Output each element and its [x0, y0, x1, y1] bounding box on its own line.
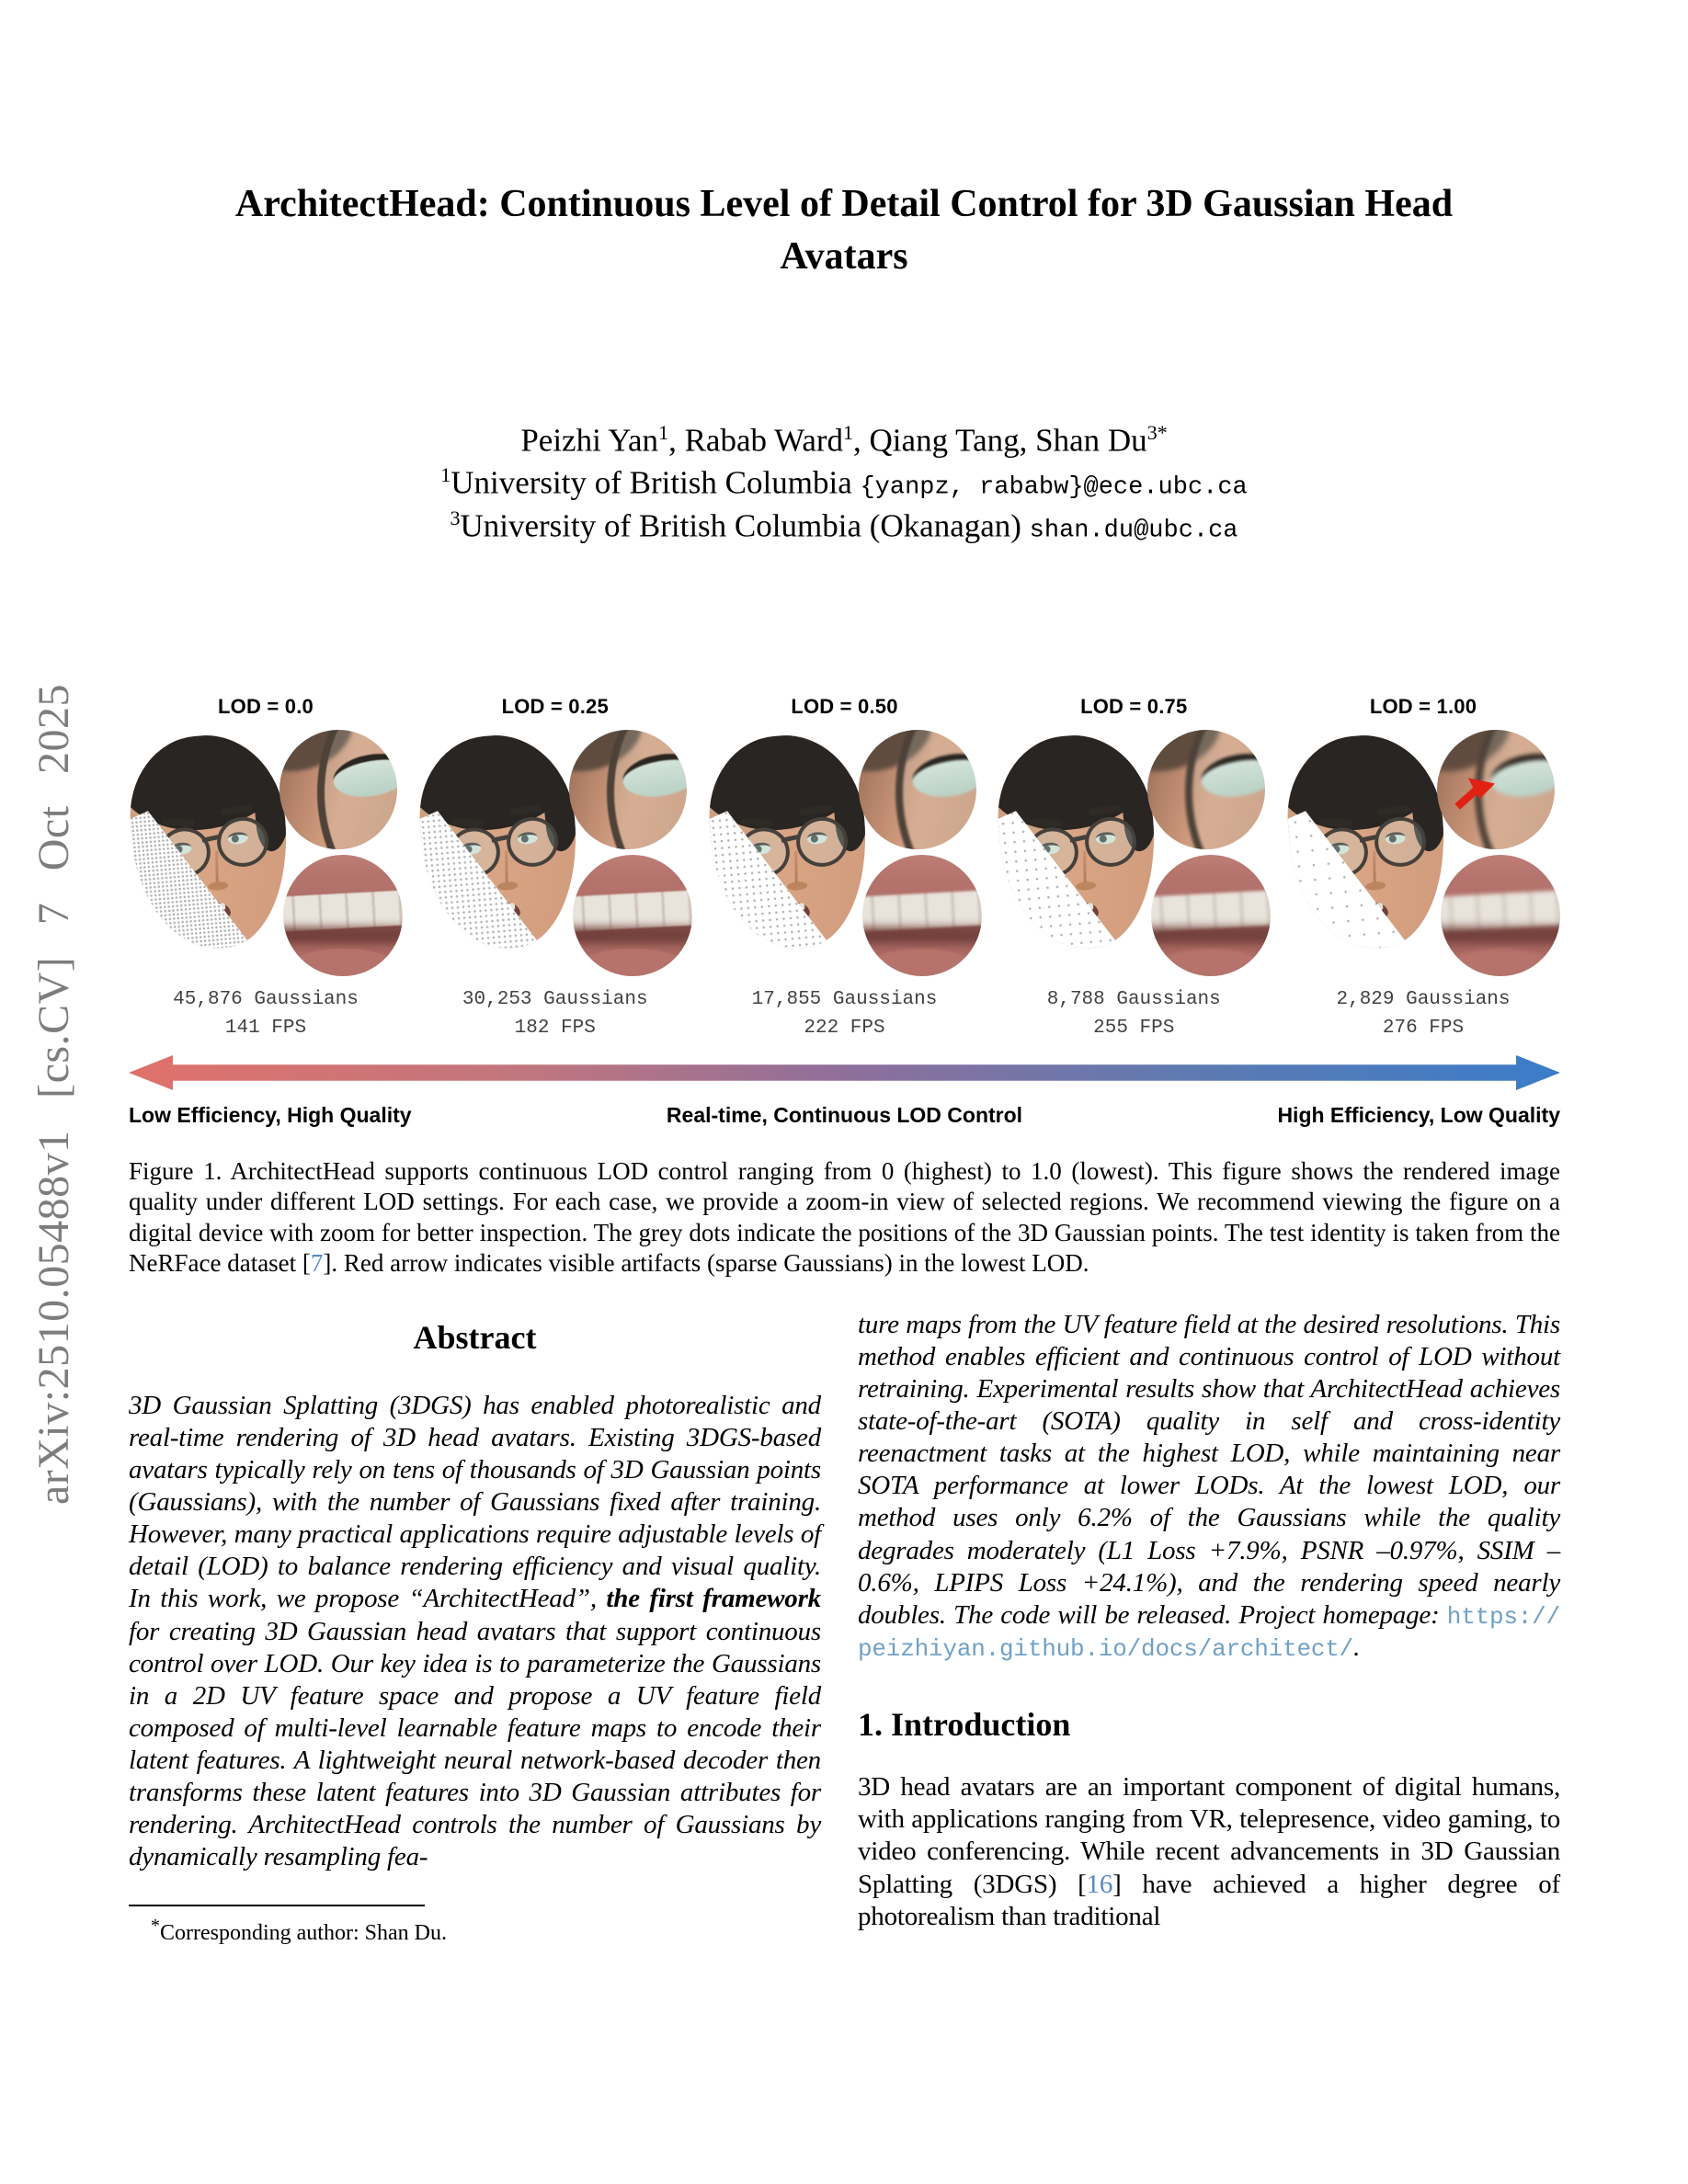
- axis-label-right: High Efficiency, Low Quality: [1277, 1103, 1560, 1127]
- author-name: , Rabab Ward: [668, 422, 844, 459]
- author-affil-mark: 3*: [1146, 421, 1168, 444]
- author-names: [0, 421, 1688, 460]
- abstract-paragraph: .: [1353, 1632, 1361, 1663]
- author-name: Peizhi Yan: [520, 422, 659, 459]
- zoom-mouth-gap: [1151, 927, 1271, 944]
- author-affil-mark: 1: [843, 421, 854, 444]
- nose: [1373, 850, 1376, 883]
- avatar-graphic: [1286, 730, 1560, 976]
- avatar-head: [991, 729, 1164, 955]
- affil-email: {yanpz, rababw}@ece.ubc.ca: [860, 473, 1248, 502]
- avatar-graphic: [997, 730, 1271, 976]
- gaussian-count: 45,876 Gaussians: [173, 989, 359, 1010]
- eye-zoom-circle: [569, 730, 687, 849]
- introduction-text: [858, 1771, 1560, 1934]
- figure-group: [129, 695, 403, 1039]
- paper-title: [0, 178, 1688, 282]
- axis-label-left: Low Efficiency, High Quality: [129, 1103, 412, 1127]
- avatar-graphic: [129, 730, 403, 976]
- lod-gradient-arrow: [129, 1055, 1560, 1090]
- project-homepage-link[interactable]: https://peizhiyan.github.io/docs/architect/: [858, 1602, 1560, 1664]
- author-block: [0, 421, 1688, 547]
- nose-shadow: [786, 881, 807, 891]
- arxiv-sidebar: [6, 515, 103, 1673]
- zoom-mouth-gap: [573, 927, 692, 944]
- zoom-lower-lip: [1152, 949, 1271, 976]
- left-eyebrow: [1030, 818, 1063, 826]
- avatar-head: [702, 729, 875, 955]
- affiliation-1: [0, 463, 1688, 504]
- gaussian-count: 8,788 Gaussians: [1046, 989, 1221, 1010]
- gaussian-count: 30,253 Gaussians: [462, 989, 648, 1010]
- affil-name: University of British Columbia: [451, 464, 861, 501]
- eye-zoom-content: [569, 730, 687, 849]
- author-affil-mark: 1: [658, 421, 669, 444]
- avatar-graphic: [708, 730, 982, 976]
- left-eyebrow: [162, 818, 195, 826]
- left-eyebrow: [740, 818, 773, 826]
- author-name: , Qiang Tang, Shan Du: [853, 422, 1147, 459]
- eye-zoom-circle: [859, 730, 976, 849]
- left-eyebrow: [1319, 818, 1352, 826]
- footnote-rule: [129, 1905, 425, 1906]
- abstract-heading: Abstract: [413, 1319, 537, 1356]
- left-eyebrow: [451, 818, 485, 826]
- avatar-head: [413, 729, 586, 955]
- zoom-lower-lip: [284, 949, 403, 976]
- introduction-heading: 1. Introduction: [858, 1705, 1071, 1743]
- figure-group: [418, 695, 692, 1039]
- mouth-zoom-content: [1441, 855, 1560, 976]
- footnote-marker: *: [151, 1916, 160, 1937]
- eye-zoom-circle: [1437, 730, 1555, 849]
- title-line-2: Avatars: [780, 234, 908, 278]
- zoom-teeth: [1151, 890, 1271, 933]
- zoom-teeth: [573, 890, 692, 933]
- eye-zoom-content: [1147, 730, 1265, 849]
- footnote: [129, 1905, 821, 1946]
- mouth-zoom-content: [1151, 855, 1271, 976]
- mouth-zoom-circle: [573, 855, 692, 976]
- figure-groups-row: [129, 695, 1560, 1039]
- lod-axis-labels: [129, 1103, 1560, 1128]
- nose-shadow: [497, 881, 519, 891]
- zoom-teeth: [1441, 890, 1560, 933]
- fps-value: 141 FPS: [224, 1018, 307, 1039]
- zoom-lower-lip: [574, 949, 692, 976]
- mouth-zoom-content: [283, 855, 403, 976]
- figure-1: [129, 695, 1560, 1128]
- mouth-zoom-circle: [862, 855, 982, 976]
- title-line-1: ArchitectHead: Continuous Level of Detail Control for 3D Gaussian Head: [234, 183, 1454, 225]
- zoom-teeth: [862, 890, 982, 933]
- avatar-head: [123, 729, 296, 955]
- affil-mark: 1: [440, 462, 451, 486]
- caption-text: Figure 1. ArchitectHead supports continuous LOD control ranging from 0 (highest) to 1.0 (lowest). This figure shows the rendered image quality under different LOD settings. For each case, we provide a zoom-in view of selected regions. We recommend viewing the figure on a digital device with zoom for better inspection. The grey dots indicate the positions of the 3D Gaussian points. The test identity is taken from the NeRFace dataset [: [129, 1157, 1560, 1278]
- lod-label: LOD = 0.0: [218, 695, 314, 718]
- mouth-zoom-content: [573, 855, 692, 976]
- introduction-paragraph: 3D head avatars are an important component of digital humans, with applications ranging from VR, telepresence, video gaming, to video conferencing. While recent advancements in 3D Gaussian Splatting (3DGS) [: [858, 1771, 1560, 1899]
- abstract-continued: [858, 1309, 1560, 1665]
- caption-text: ]. Red arrow indicates visible artifacts (sparse Gaussians) in the lowest LOD.: [323, 1249, 1089, 1278]
- nose-shadow: [1076, 881, 1097, 891]
- abstract-text: [129, 1390, 821, 1873]
- mouth-zoom-content: [862, 855, 982, 976]
- fps-value: 255 FPS: [1093, 1018, 1175, 1039]
- mouth-zoom-circle: [1441, 855, 1560, 976]
- fps-value: 222 FPS: [804, 1018, 885, 1039]
- avatar-graphic: [418, 730, 692, 976]
- affil-email: shan.du@ubc.ca: [1029, 518, 1238, 546]
- axis-label-center: Real-time, Continuous LOD Control: [666, 1103, 1023, 1127]
- avatar-head: [1281, 729, 1454, 955]
- affil-mark: 3: [450, 506, 461, 530]
- introduction-paragraph: ] have achieved a higher degree of photorealism than traditional: [858, 1869, 1561, 1932]
- artifact-arrow-icon: [1454, 778, 1496, 811]
- lod-label: LOD = 0.50: [791, 695, 898, 718]
- zoom-mouth-gap: [1441, 927, 1560, 944]
- zoom-mouth-gap: [862, 927, 982, 944]
- affil-name: University of British Columbia (Okanagan): [460, 508, 1030, 545]
- arxiv-identifier: arXiv:2510.05488v1 [cs.CV] 7 Oct 2025: [29, 683, 79, 1505]
- left-column: [129, 1309, 821, 1946]
- nose: [215, 850, 219, 883]
- abstract-paragraph: ture maps from the UV feature field at the desired resolutions. This method enables efficient and continuous control of LOD without retraining. Experimental results show that ArchitectHead achieves state-of-the-art (SOTA) quality in self and cross-identity reenactment tasks at the highest LOD, while maintaining near SOTA performance at lower LODs. At the lowest LOD, our method uses only 6.2% of the Gaussians while the quality degrades moderately (L1 Loss +7.9%, PSNR –0.97%, SSIM –0.6%, LPIPS Loss +24.1%), and the rendering speed nearly doubles. The code will be released. Project homepage:: [858, 1310, 1560, 1630]
- mouth-zoom-circle: [1151, 855, 1271, 976]
- figure-caption: [129, 1156, 1560, 1280]
- citation-link[interactable]: 16: [1086, 1869, 1113, 1899]
- nose: [1083, 850, 1087, 883]
- eye-zoom-circle: [279, 730, 397, 849]
- gaussian-count: 2,829 Gaussians: [1336, 989, 1511, 1010]
- nose: [505, 850, 508, 883]
- abstract-bold-phrase: the first framework: [606, 1584, 821, 1614]
- abstract-paragraph: 3D Gaussian Splatting (3DGS) has enabled photorealistic and real-time rendering of 3D head avatars. Existing 3DGS-based avatars typically rely on tens of thousands of 3D Gaussian points (Gaussians), with the number of Gaussians fixed after training. However, many practical applications require adjustable levels of detail (LOD) to balance rendering efficiency and visual quality. In this work, we propose “ArchitectHead”,: [129, 1391, 821, 1614]
- figure-group: [1286, 695, 1560, 1039]
- eye-zoom-circle: [1147, 730, 1265, 849]
- fps-value: 276 FPS: [1382, 1018, 1465, 1039]
- footnote-text: [129, 1916, 821, 1946]
- nose-shadow: [208, 881, 229, 891]
- zoom-lower-lip: [862, 949, 981, 976]
- zoom-mouth-gap: [283, 927, 403, 944]
- eye-zoom-content: [279, 730, 397, 849]
- fps-value: 182 FPS: [514, 1018, 596, 1039]
- right-column: [858, 1309, 1560, 1933]
- footnote-body: Corresponding author: Shan Du.: [160, 1921, 447, 1946]
- mouth-zoom-circle: [283, 855, 403, 976]
- zoom-teeth: [283, 890, 403, 933]
- lod-label: LOD = 0.25: [501, 695, 609, 718]
- eye-zoom-content: [859, 730, 976, 849]
- lod-label: LOD = 0.75: [1080, 695, 1188, 718]
- abstract-paragraph: for creating 3D Gaussian head avatars that support continuous control over LOD. Our key idea is to parameterize the Gaussians in a 2D UV feature space and propose a UV feature field composed of multi-level learnable feature maps to encode their latent features. A lightweight neural network-based decoder then transforms these latent features into 3D Gaussian attributes for rendering. ArchitectHead controls the number of Gaussians by dynamically resampling fea-: [129, 1616, 821, 1872]
- gaussian-count: 17,855 Gaussians: [751, 989, 938, 1010]
- zoom-lower-lip: [1442, 949, 1560, 976]
- citation-link[interactable]: 7: [310, 1249, 324, 1278]
- lod-label: LOD = 1.00: [1369, 695, 1477, 718]
- figure-group: [997, 695, 1271, 1039]
- figure-group: [708, 695, 982, 1039]
- nose: [794, 850, 798, 883]
- nose-shadow: [1365, 881, 1386, 891]
- affiliation-2: [0, 506, 1688, 547]
